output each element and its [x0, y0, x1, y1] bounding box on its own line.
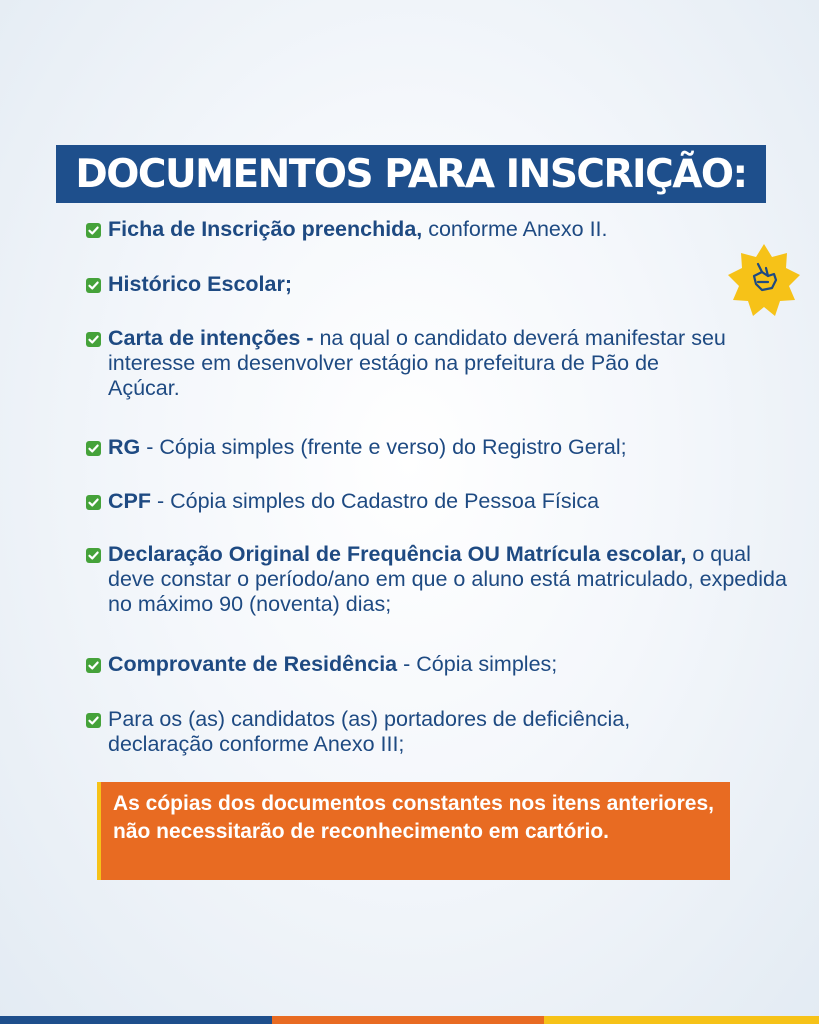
list-item — [86, 326, 728, 401]
item-text: Para os (as) candidatos (as) portadores de deficiência, declaração conforme Anexo III; — [108, 707, 631, 756]
stripe-yellow — [544, 1016, 819, 1024]
item-bold-text: RG — [108, 435, 141, 459]
check-icon — [86, 495, 101, 510]
check-icon — [86, 658, 101, 673]
bottom-stripe — [0, 1016, 819, 1024]
item-bold-text: Declaração Original de Frequência OU Matrícula escolar, — [108, 542, 687, 566]
list-item — [86, 217, 788, 242]
check-icon — [86, 713, 101, 728]
item-text: o qual deve constar o período/ano em que o aluno está matriculado, expedida no máximo 90 (noventa) dias; — [108, 542, 787, 616]
item-bold-text: Ficha de Inscrição preenchida, — [108, 217, 423, 241]
page-title: DOCUMENTOS PARA INSCRIÇÃO: — [75, 151, 747, 197]
check-icon — [86, 548, 101, 563]
stripe-blue — [0, 1016, 272, 1024]
item-bold-text: Comprovante de Residência — [108, 652, 398, 676]
item-text: na qual o candidato deverá manifestar seu interesse em desenvolver estágio na prefeitura de Pão de Açúcar. — [108, 326, 726, 400]
notice-text: As cópias dos documentos constantes nos itens anteriores, não necessitarão de reconhecimento em cartório. — [113, 792, 714, 843]
list-item — [86, 272, 788, 297]
item-text: - Cópia simples; — [397, 652, 558, 676]
item-bold-text: CPF — [108, 489, 151, 513]
list-item — [86, 652, 788, 677]
item-bold-text: Histórico Escolar; — [108, 272, 292, 296]
list-item — [86, 707, 738, 757]
stripe-orange — [272, 1016, 544, 1024]
item-text: - Cópia simples do Cadastro de Pessoa Física — [151, 489, 600, 513]
check-icon — [86, 332, 101, 347]
notice-box — [97, 782, 730, 880]
check-icon — [86, 278, 101, 293]
list-item — [86, 489, 788, 514]
item-bold-text: Carta de intenções - — [108, 326, 314, 350]
title-banner — [56, 145, 766, 203]
check-icon — [86, 441, 101, 456]
check-icon — [86, 223, 101, 238]
item-text: conforme Anexo II. — [422, 217, 608, 241]
list-item — [86, 435, 788, 460]
item-text: - Cópia simples (frente e verso) do Registro Geral; — [140, 435, 627, 459]
list-item — [86, 542, 788, 617]
